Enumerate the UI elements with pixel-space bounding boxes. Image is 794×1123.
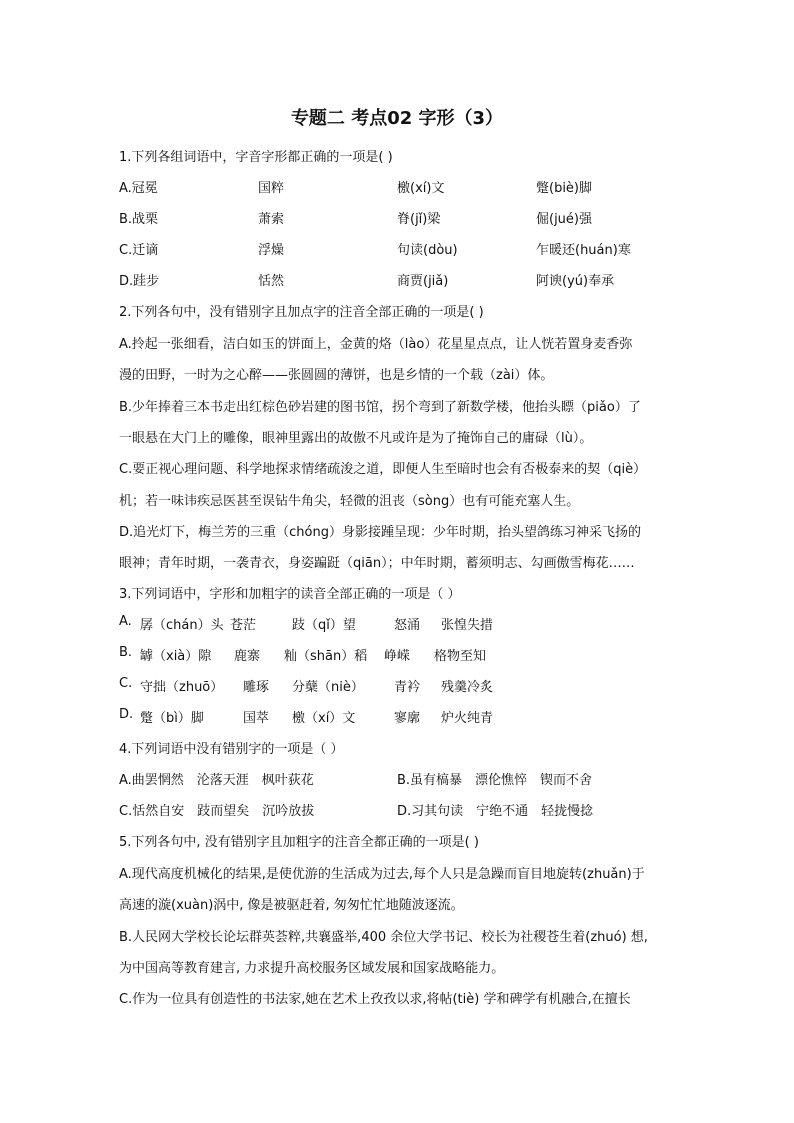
q1-option-b-word2: 萧索 <box>258 212 285 227</box>
q2-option-b-line1: B.少年捧着三本书走出红棕色砂岩建的图书馆，拐个弯到了新数学楼，他抬头瞟（piǎo）了 <box>119 400 641 415</box>
q1-option-c-word4: 乍暖还(huán)寒 <box>536 243 631 258</box>
q1-option-d-word2: 恬然 <box>258 274 285 289</box>
question-5-stem: 5.下列各句中, 没有错别字且加粗字的注音全都正确的一项是( ) <box>119 835 479 850</box>
q3-option-a-word4: 怒涌 <box>394 618 421 633</box>
q2-option-a-line2: 漫的田野，一时为之心醉——张圆圆的薄饼，也是乡情的一个载（zài）体。 <box>119 368 554 383</box>
q1-option-a-word1: A.冠冕 <box>119 181 158 196</box>
q5-option-c-line1: C.作为一位具有创造性的书法家,她在艺术上孜孜以求,将帖(tiè) 学和碑学有机融合,在擅长 <box>119 992 631 1007</box>
q1-option-c-word1: C.迁谪 <box>119 243 159 258</box>
q3-option-d-word5: 炉火纯青 <box>441 711 494 726</box>
q3-option-a-word5: 张惶失措 <box>441 618 494 633</box>
q1-option-b-word3: 脊(jǐ)梁 <box>397 212 441 227</box>
question-3-stem: 3.下列词语中，字形和加粗字的读音全部正确的一项是（ ） <box>119 587 461 602</box>
q1-option-c-word2: 浮燥 <box>258 243 285 258</box>
q4-option-b: B.虽有槁暴 漂伦憔悴 锲而不舍 <box>397 773 593 788</box>
q5-option-a-line1: A.现代高度机械化的结果,是使优游的生活成为过去,每个人只是急躁而盲目地旋转(zhuǎn)于 <box>119 867 645 882</box>
q3-option-a-letter: A. <box>119 614 132 629</box>
q1-option-a-word2: 国粹 <box>258 181 285 196</box>
q1-option-b-word4: 倔(jué)强 <box>536 212 592 227</box>
page-title: 专题二 考点02 字形（3） <box>290 108 504 129</box>
q3-option-b-word1: 罅（xià）隙 <box>140 649 212 664</box>
q5-option-b-line1: B.人民网大学校长论坛群英荟粹,共襄盛举,400 余位大学书记、校长为社稷苍生着(zhuó) 想, <box>119 930 648 945</box>
q3-option-a-word3: 跂（qǐ）望 <box>292 618 356 633</box>
q4-option-a: A.曲罢惘然 沦落天涯 枫叶荻花 <box>119 773 314 788</box>
q5-option-a-line2: 高速的漩(xuàn)涡中, 像是被驱赶着, 匆匆忙忙地随波逐流。 <box>119 898 464 913</box>
q1-option-a-word4: 蹩(biè)脚 <box>536 181 593 196</box>
q3-option-c-letter: C. <box>119 676 133 691</box>
q3-option-c-word3: 分蘖（niè） <box>292 680 364 695</box>
q1-option-d-word4: 阿谀(yú)奉承 <box>536 274 615 289</box>
q3-option-b-letter: B. <box>119 645 133 660</box>
q3-option-d-word3: 檄（xí）文 <box>292 711 356 726</box>
q3-option-d-word2: 国萃 <box>243 711 270 726</box>
q1-option-c-word3: 句读(dòu) <box>397 243 458 258</box>
q3-option-c-word5: 残羹冷炙 <box>441 680 494 695</box>
question-2-stem: 2.下列各句中，没有错别字且加点字的注音全部正确的一项是( ) <box>119 305 484 320</box>
q4-option-d: D.习其句读 宁绝不通 轻拢慢捻 <box>397 804 594 819</box>
question-4-stem: 4.下列词语中没有错别字的一项是（ ） <box>119 742 344 757</box>
q1-option-b-word1: B.战栗 <box>119 212 159 227</box>
q3-option-b-word2: 鹿寨 <box>234 649 261 664</box>
q2-option-c-line1: C.要正视心理问题、科学地探求情绪疏浚之道，即便人生至暗时也会有否极泰来的契（qiè） <box>119 462 647 477</box>
q2-option-d-line1: D.追光灯下，梅兰芳的三重（chóng）身影接踵呈现：少年时期，抬头望鸽练习神采飞扬的 <box>119 525 641 540</box>
q2-option-a-line1: A.拎起一张细看，洁白如玉的饼面上，金黄的烙（lào）花星星点点，让人恍若置身麦香弥 <box>119 337 633 352</box>
q3-option-a-word2: 苍茫 <box>230 618 257 633</box>
q2-option-b-line2: 一眼悬在大门上的雕像，眼神里露出的故傲不凡或许是为了掩饰自己的庸碌（lù）。 <box>119 431 593 446</box>
question-1-stem: 1.下列各组词语中，字音字形都正确的一项是( ) <box>119 150 393 165</box>
q3-option-d-word1: 蹩（bì）脚 <box>140 711 204 726</box>
q3-option-b-word4: 峥嵘 <box>384 649 411 664</box>
q3-option-c-word4: 青衿 <box>394 680 421 695</box>
q3-option-d-word4: 寥廓 <box>394 711 421 726</box>
q2-option-d-line2: 眼神；青年时期，一袭青衣，身姿蹁跹（qiān）；中年时期，蓄须明志、勾画傲雪梅花…… <box>119 556 635 571</box>
q3-option-c-word2: 雕琢 <box>243 680 270 695</box>
q4-option-c: C.恬然自安 跂而望矣 沉吟放拔 <box>119 804 315 819</box>
q3-option-b-word5: 格物至知 <box>434 649 487 664</box>
q3-option-d-letter: D. <box>119 707 134 722</box>
q1-option-a-word3: 檄(xí)文 <box>397 181 445 196</box>
q3-option-c-word1: 守拙（zhuō） <box>140 680 224 695</box>
q1-option-d-word1: D.跬步 <box>119 274 160 289</box>
q2-option-c-line2: 机；若一味讳疾忌医甚至误钻牛角尖，轻微的沮丧（sòng）也有可能充塞人生。 <box>119 494 580 509</box>
q5-option-b-line2: 为中国高等教育建言, 力求提升高校服务区域发展和国家战略能力。 <box>119 961 505 976</box>
q3-option-b-word3: 籼（shān）稻 <box>284 649 368 664</box>
q1-option-d-word3: 商贾(jiǎ) <box>397 274 449 289</box>
q3-option-a-word1: 孱（chán）头 <box>140 618 224 633</box>
